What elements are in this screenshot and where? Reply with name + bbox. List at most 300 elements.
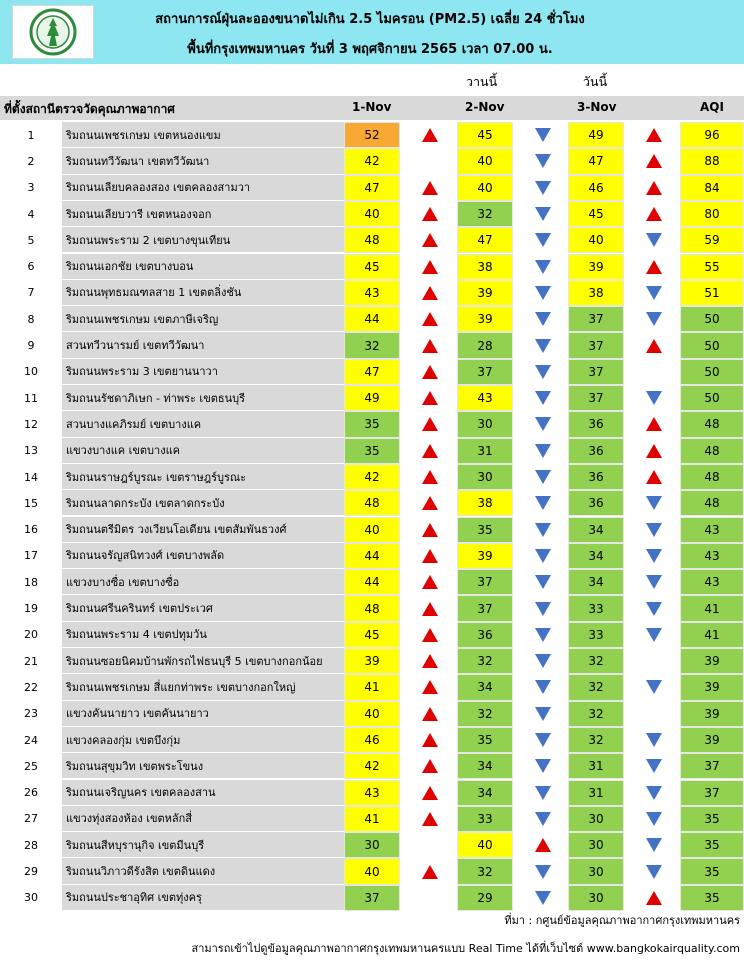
trend-down-icon [535, 812, 551, 826]
station-location: ริมถนนจรัญสนิทวงศ์ เขตบางพลัด [62, 543, 344, 569]
trend-cell [513, 780, 573, 806]
pm25-value-d2: 40 [457, 832, 513, 858]
trend-up-icon [535, 838, 551, 852]
trend-down-icon [535, 207, 551, 221]
station-location: ริมถนนศรีนครินทร์ เขตประเวศ [62, 595, 344, 621]
trend-cell [624, 780, 684, 806]
trend-cell [513, 648, 573, 674]
trend-up-icon [422, 707, 438, 721]
pm25-value-d1: 39 [344, 648, 400, 674]
trend-cell [513, 753, 573, 779]
trend-up-icon [422, 628, 438, 642]
station-location: ริมถนนเพชรเกษม เขตภาษีเจริญ [62, 306, 344, 332]
station-location: ริมถนนพระราม 4 เขตปทุมวัน [62, 622, 344, 648]
trend-cell [624, 622, 684, 648]
trend-up-icon [422, 812, 438, 826]
trend-up-icon [422, 786, 438, 800]
trend-up-icon [422, 286, 438, 300]
pm25-value-d3: 47 [568, 148, 624, 174]
station-location: ริมถนนราษฎร์บูรณะ เขตราษฎร์บูรณะ [62, 464, 344, 490]
aqi-value: 50 [680, 385, 744, 411]
trend-up-icon [422, 470, 438, 484]
pm25-value-d3: 36 [568, 411, 624, 437]
trend-down-icon [646, 391, 662, 405]
trend-cell [513, 595, 573, 621]
table-row [0, 201, 744, 227]
trend-up-icon [422, 680, 438, 694]
trend-up-icon [422, 365, 438, 379]
trend-up-icon [422, 128, 438, 142]
station-location: ริมถนนเลียบคลองสอง เขตคลองสามวา [62, 175, 344, 201]
pm25-value-d3: 38 [568, 280, 624, 306]
station-location: ริมถนนเอกชัย เขตบางบอน [62, 254, 344, 280]
trend-up-icon [646, 444, 662, 458]
trend-cell [624, 701, 684, 727]
trend-up-icon [422, 575, 438, 589]
trend-up-icon [422, 444, 438, 458]
trend-cell [400, 622, 460, 648]
pm25-value-d3: 37 [568, 332, 624, 358]
pm25-value-d1: 45 [344, 254, 400, 280]
row-number: 30 [24, 891, 38, 905]
station-location: ริมถนนวิภาวดีรังสิต เขตดินแดง [62, 858, 344, 884]
station-location: สวนทวีวนารมย์ เขตทวีวัฒนา [62, 332, 344, 358]
pm25-value-d3: 49 [568, 122, 624, 148]
table-row [0, 227, 744, 253]
aqi-value: 51 [680, 280, 744, 306]
trend-cell [513, 674, 573, 700]
station-location: แขวงคันนายาว เขตคันนายาว [62, 701, 344, 727]
pm25-value-d3: 45 [568, 201, 624, 227]
aqi-value: 48 [680, 490, 744, 516]
trend-up-icon [646, 154, 662, 168]
trend-cell [624, 464, 684, 490]
row-number: 8 [27, 312, 35, 326]
table-row [0, 858, 744, 884]
pm25-value-d3: 36 [568, 464, 624, 490]
row-number: 26 [24, 786, 38, 800]
row-number: 2 [27, 154, 35, 168]
pm25-value-d1: 35 [344, 411, 400, 437]
trend-up-icon [646, 417, 662, 431]
trend-cell [400, 885, 460, 911]
logo [12, 5, 94, 59]
aqi-value: 43 [680, 517, 744, 543]
trend-cell [624, 438, 684, 464]
trend-cell [400, 727, 460, 753]
trend-down-icon [535, 865, 551, 879]
trend-down-icon [535, 602, 551, 616]
pm25-value-d2: 40 [457, 175, 513, 201]
pm25-value-d2: 37 [457, 595, 513, 621]
trend-down-icon [535, 233, 551, 247]
trend-up-icon [422, 523, 438, 537]
station-location: ริมถนนเพชรเกษม สี่แยกท่าพระ เขตบางกอกใหญ่ [62, 674, 344, 700]
trend-down-icon [646, 286, 662, 300]
aqi-value: 35 [680, 858, 744, 884]
row-number: 10 [24, 365, 38, 379]
trend-cell [400, 359, 460, 385]
trend-cell [513, 122, 573, 148]
trend-cell [624, 806, 684, 832]
trend-cell [624, 359, 684, 385]
trend-cell [400, 648, 460, 674]
trend-down-icon [535, 786, 551, 800]
row-number: 17 [24, 549, 38, 563]
trend-cell [513, 175, 573, 201]
station-location: ริมถนนเจริญนคร เขตคลองสาน [62, 780, 344, 806]
row-number: 12 [24, 417, 38, 431]
pm25-value-d3: 36 [568, 438, 624, 464]
pm25-value-d1: 41 [344, 674, 400, 700]
trend-cell [400, 122, 460, 148]
row-number: 15 [24, 496, 38, 510]
trend-cell [400, 201, 460, 227]
trend-cell [513, 490, 573, 516]
trend-down-icon [535, 181, 551, 195]
aqi-value: 80 [680, 201, 744, 227]
trend-cell [513, 201, 573, 227]
station-location: ริมถนนพระราม 3 เขตยานนาวา [62, 359, 344, 385]
pm25-value-d1: 42 [344, 753, 400, 779]
trend-down-icon [535, 470, 551, 484]
trend-cell [624, 227, 684, 253]
trend-cell [624, 411, 684, 437]
pm25-value-d3: 32 [568, 727, 624, 753]
row-number: 21 [24, 654, 38, 668]
aqi-value: 59 [680, 227, 744, 253]
station-location: ริมถนนพุทธมณฑลสาย 1 เขตตลิ่งชัน [62, 280, 344, 306]
pm25-value-d1: 35 [344, 438, 400, 464]
trend-cell [400, 411, 460, 437]
row-number: 19 [24, 602, 38, 616]
pm25-value-d2: 38 [457, 490, 513, 516]
pm25-value-d1: 48 [344, 595, 400, 621]
aqi-value: 43 [680, 543, 744, 569]
table-row [0, 175, 744, 201]
aqi-value: 48 [680, 464, 744, 490]
pm25-value-d3: 30 [568, 885, 624, 911]
aqi-value: 35 [680, 806, 744, 832]
trend-down-icon [535, 891, 551, 905]
trend-cell [400, 569, 460, 595]
aqi-value: 39 [680, 727, 744, 753]
trend-cell [400, 543, 460, 569]
trend-up-icon [422, 865, 438, 879]
trend-cell [513, 148, 573, 174]
trend-cell [513, 227, 573, 253]
pm25-value-d3: 31 [568, 780, 624, 806]
trend-up-icon [422, 759, 438, 773]
trend-cell [513, 806, 573, 832]
pm25-value-d1: 47 [344, 175, 400, 201]
pm25-value-d2: 31 [457, 438, 513, 464]
report-title-line1: สถานการณ์ฝุ่นละอองขนาดไม่เกิน 2.5 ไมครอน (PM2.5) เฉลี่ย 24 ชั่วโมง [155, 12, 585, 27]
pm25-value-d1: 37 [344, 885, 400, 911]
trend-cell [624, 753, 684, 779]
table-row [0, 885, 744, 911]
table-row [0, 648, 744, 674]
trend-cell [513, 332, 573, 358]
pm25-value-d3: 36 [568, 490, 624, 516]
table-row [0, 595, 744, 621]
pm25-value-d2: 33 [457, 806, 513, 832]
trend-cell [624, 122, 684, 148]
trend-down-icon [535, 707, 551, 721]
station-location: แขวงบางแค เขตบางแค [62, 438, 344, 464]
trend-up-icon [422, 339, 438, 353]
column-header-row [0, 96, 744, 120]
trend-cell [513, 306, 573, 332]
trend-cell [624, 885, 684, 911]
trend-up-icon [646, 339, 662, 353]
row-number: 28 [24, 838, 38, 852]
trend-cell [624, 674, 684, 700]
row-number: 23 [24, 707, 38, 721]
table-row [0, 753, 744, 779]
bangkok-city-seal-icon [29, 8, 77, 56]
row-number: 16 [24, 523, 38, 537]
station-location: ริมถนนสีหบุรานุกิจ เขตมีนบุรี [62, 832, 344, 858]
trend-cell [400, 227, 460, 253]
trend-down-icon [646, 523, 662, 537]
aqi-value: 41 [680, 595, 744, 621]
table-row [0, 832, 744, 858]
trend-up-icon [422, 654, 438, 668]
trend-cell [624, 517, 684, 543]
trend-down-icon [646, 786, 662, 800]
trend-cell [513, 885, 573, 911]
station-location: แขวงทุ่งสองห้อง เขตหลักสี่ [62, 806, 344, 832]
trend-cell [624, 832, 684, 858]
table-row [0, 780, 744, 806]
trend-down-icon [535, 154, 551, 168]
trend-down-icon [646, 575, 662, 589]
trend-cell [624, 648, 684, 674]
aqi-value: 43 [680, 569, 744, 595]
row-number: 7 [27, 286, 35, 300]
trend-up-icon [646, 207, 662, 221]
trend-cell [513, 411, 573, 437]
trend-down-icon [535, 286, 551, 300]
trend-cell [400, 780, 460, 806]
trend-down-icon [535, 680, 551, 694]
table-row [0, 727, 744, 753]
trend-down-icon [535, 654, 551, 668]
website-note: สามารถเข้าไปดูข้อมูลคุณภาพอากาศกรุงเทพมหานครแบบ Real Time ได้ที่เว็บไซต์ www.bangkokairquality.com [191, 942, 740, 955]
table-row [0, 438, 744, 464]
row-number: 18 [24, 575, 38, 589]
pm25-value-d2: 34 [457, 780, 513, 806]
station-location: ริมถนนซอยนิคมบ้านพักรถไฟธนบุรี 5 เขตบางกอกน้อย [62, 648, 344, 674]
table-row [0, 517, 744, 543]
pm25-value-d2: 32 [457, 858, 513, 884]
trend-down-icon [535, 260, 551, 274]
pm25-value-d1: 49 [344, 385, 400, 411]
pm25-value-d3: 39 [568, 254, 624, 280]
column-header-2-nov: 2-Nov [465, 100, 505, 114]
aqi-value: 96 [680, 122, 744, 148]
trend-cell [624, 385, 684, 411]
trend-cell [400, 464, 460, 490]
pm25-value-d3: 37 [568, 306, 624, 332]
trend-cell [513, 517, 573, 543]
trend-up-icon [422, 260, 438, 274]
trend-cell [400, 332, 460, 358]
pm25-value-d2: 37 [457, 569, 513, 595]
trend-cell [624, 595, 684, 621]
trend-up-icon [422, 496, 438, 510]
pm25-value-d3: 30 [568, 806, 624, 832]
pm25-value-d2: 30 [457, 464, 513, 490]
trend-cell [400, 674, 460, 700]
trend-cell [624, 543, 684, 569]
pm25-value-d3: 32 [568, 701, 624, 727]
pm25-value-d3: 31 [568, 753, 624, 779]
table-row [0, 254, 744, 280]
trend-cell [624, 490, 684, 516]
report-header [0, 0, 744, 64]
trend-down-icon [535, 391, 551, 405]
row-number: 24 [24, 733, 38, 747]
row-number: 13 [24, 444, 38, 458]
trend-up-icon [646, 891, 662, 905]
trend-cell [624, 727, 684, 753]
station-location: แขวงคลองกุ่ม เขตบึงกุ่ม [62, 727, 344, 753]
trend-up-icon [422, 391, 438, 405]
trend-cell [400, 148, 460, 174]
aqi-value: 88 [680, 148, 744, 174]
aqi-value: 35 [680, 832, 744, 858]
pm25-value-d3: 32 [568, 648, 624, 674]
trend-down-icon [646, 628, 662, 642]
pm25-value-d1: 40 [344, 517, 400, 543]
pm25-value-d2: 32 [457, 701, 513, 727]
table-row [0, 674, 744, 700]
pm25-value-d2: 35 [457, 727, 513, 753]
trend-up-icon [422, 233, 438, 247]
trend-down-icon [535, 128, 551, 142]
trend-cell [400, 175, 460, 201]
trend-cell [513, 464, 573, 490]
pm25-value-d1: 32 [344, 332, 400, 358]
trend-down-icon [646, 312, 662, 326]
aqi-value: 48 [680, 411, 744, 437]
trend-cell [513, 858, 573, 884]
trend-up-icon [422, 312, 438, 326]
trend-down-icon [535, 444, 551, 458]
pm25-value-d3: 34 [568, 543, 624, 569]
pm25-value-d3: 33 [568, 622, 624, 648]
station-location: ริมถนนเพชรเกษม เขตหนองแขม [62, 122, 344, 148]
table-row [0, 411, 744, 437]
aqi-value: 39 [680, 674, 744, 700]
pm25-value-d1: 43 [344, 780, 400, 806]
row-number: 25 [24, 759, 38, 773]
row-number: 3 [27, 181, 35, 195]
trend-down-icon [535, 312, 551, 326]
pm25-value-d2: 38 [457, 254, 513, 280]
aqi-value: 50 [680, 306, 744, 332]
pm25-value-d1: 43 [344, 280, 400, 306]
trend-cell [400, 254, 460, 280]
pm25-value-d2: 34 [457, 674, 513, 700]
trend-down-icon [535, 339, 551, 353]
trend-cell [624, 332, 684, 358]
aqi-value: 55 [680, 254, 744, 280]
yesterday-label: วานนี้ [466, 74, 498, 89]
pm25-value-d3: 40 [568, 227, 624, 253]
row-number: 22 [24, 680, 38, 694]
pm25-value-d2: 40 [457, 148, 513, 174]
station-location: สวนบางแคภิรมย์ เขตบางแค [62, 411, 344, 437]
trend-down-icon [646, 680, 662, 694]
trend-up-icon [422, 602, 438, 616]
trend-cell [624, 280, 684, 306]
pm25-value-d1: 42 [344, 464, 400, 490]
pm25-value-d1: 44 [344, 306, 400, 332]
pm25-value-d1: 30 [344, 832, 400, 858]
pm25-value-d3: 32 [568, 674, 624, 700]
today-label: วันนี้ [583, 74, 608, 89]
trend-cell [624, 175, 684, 201]
pm25-value-d3: 46 [568, 175, 624, 201]
table-row [0, 306, 744, 332]
row-number: 11 [24, 391, 38, 405]
pm25-value-d1: 44 [344, 543, 400, 569]
trend-down-icon [535, 523, 551, 537]
column-header-aqi: AQI [700, 100, 724, 114]
trend-cell [400, 753, 460, 779]
trend-down-icon [535, 733, 551, 747]
pm25-value-d3: 33 [568, 595, 624, 621]
trend-down-icon [646, 233, 662, 247]
trend-cell [400, 385, 460, 411]
pm25-value-d2: 45 [457, 122, 513, 148]
aqi-value: 48 [680, 438, 744, 464]
pm25-value-d1: 45 [344, 622, 400, 648]
trend-cell [513, 832, 573, 858]
trend-cell [624, 201, 684, 227]
pm25-value-d1: 41 [344, 806, 400, 832]
aqi-value: 37 [680, 753, 744, 779]
pm25-value-d1: 40 [344, 701, 400, 727]
pm25-value-d3: 30 [568, 858, 624, 884]
table-row [0, 122, 744, 148]
trend-down-icon [646, 549, 662, 563]
trend-cell [513, 569, 573, 595]
row-number: 29 [24, 865, 38, 879]
trend-down-icon [646, 759, 662, 773]
pm25-value-d3: 34 [568, 517, 624, 543]
pm25-value-d2: 39 [457, 543, 513, 569]
pm25-value-d1: 40 [344, 201, 400, 227]
trend-down-icon [646, 733, 662, 747]
pm25-value-d2: 43 [457, 385, 513, 411]
table-row [0, 359, 744, 385]
trend-cell [513, 701, 573, 727]
pm25-value-d2: 36 [457, 622, 513, 648]
station-location: ริมถนนลาดกระบัง เขตลาดกระบัง [62, 490, 344, 516]
trend-cell [624, 858, 684, 884]
row-number: 27 [24, 812, 38, 826]
column-header-location: ที่ตั้งสถานีตรวจวัดคุณภาพอากาศ [4, 102, 175, 116]
trend-down-icon [535, 365, 551, 379]
trend-down-icon [535, 417, 551, 431]
aqi-value: 84 [680, 175, 744, 201]
trend-cell [513, 727, 573, 753]
trend-down-icon [646, 496, 662, 510]
